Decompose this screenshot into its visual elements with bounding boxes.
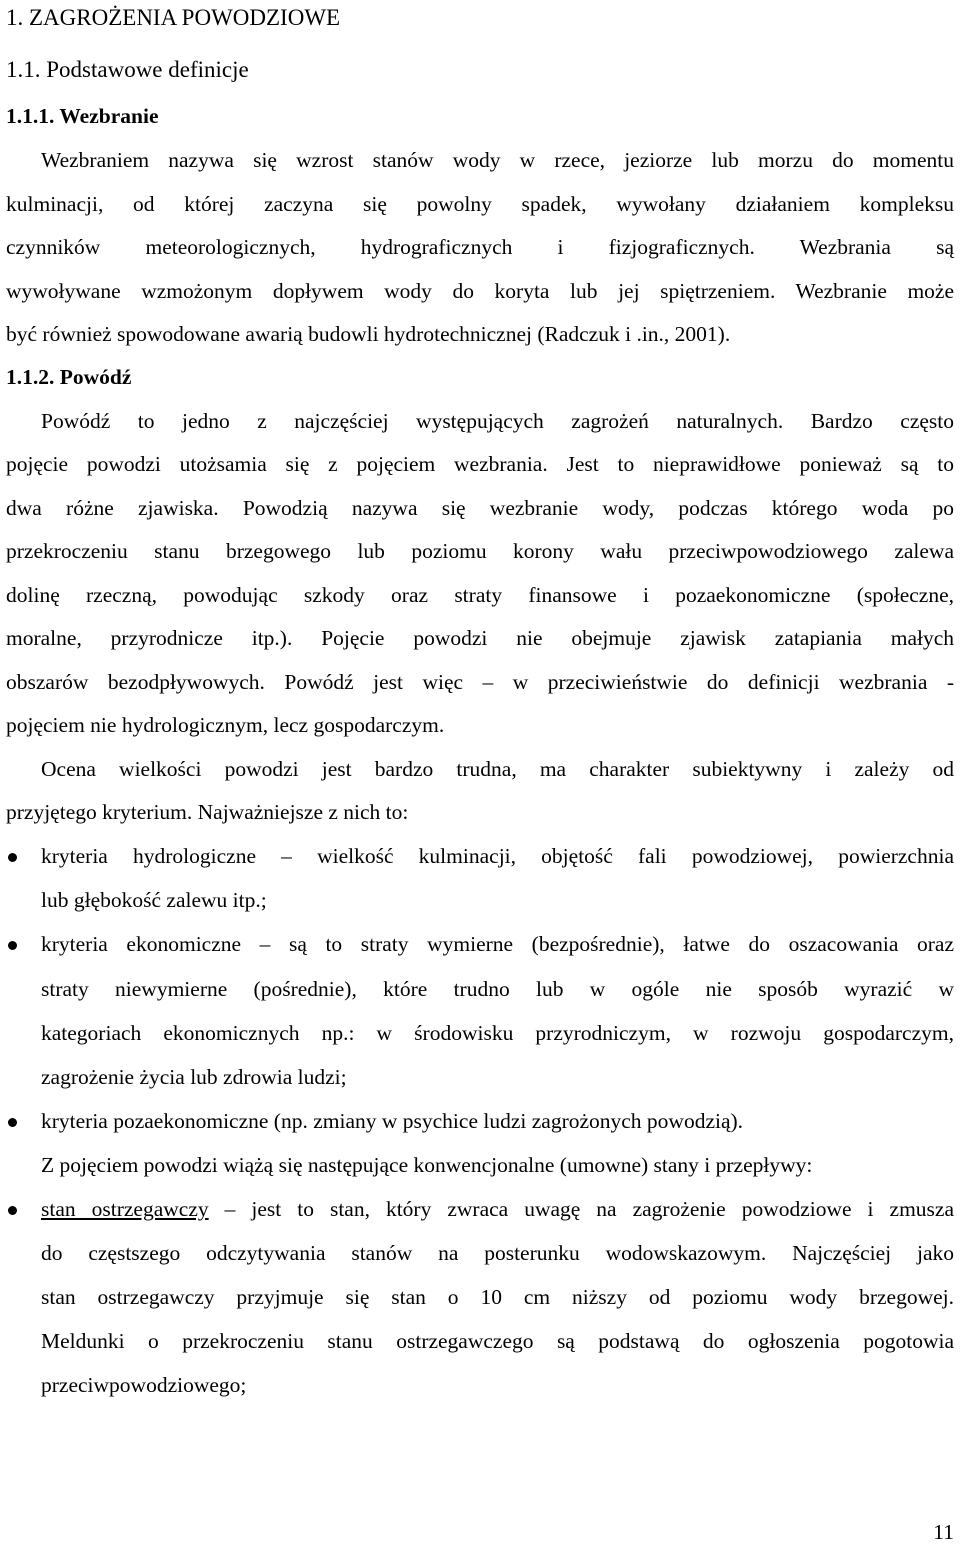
paragraph-line: pojęciem nie hydrologicznym, lecz gospodarczym. <box>6 713 445 737</box>
list-item-line: kryteria hydrologiczne – wielkość kulminacji, objętość fali powodziowej, powierzchnia <box>41 844 954 868</box>
paragraph-line: Powódź to jedno z najczęściej występujących zagrożeń naturalnych. Bardzo często <box>41 409 954 433</box>
paragraph-line: dwa różne zjawiska. Powodzią nazywa się wezbranie wody, podczas którego woda po <box>6 496 954 520</box>
list-item-line: lub głębokość zalewu itp.; <box>41 888 267 912</box>
term-stan-ostrzegawczy: stan ostrzegawczy <box>41 1197 209 1221</box>
paragraph-line: przekroczeniu stanu brzegowego lub poziomu korony wału przeciwpowodziowego zalewa <box>6 539 954 563</box>
heading-subsection-powodz: 1.1.2. Powódź <box>6 365 132 389</box>
paragraph-line: Ocena wielkości powodzi jest bardzo trudna, ma charakter subiektywny i zależy od <box>41 757 954 781</box>
list-item-line: do częstszego odczytywania stanów na posterunku wodowskazowym. Najczęściej jako <box>41 1241 954 1265</box>
bullet-icon <box>8 1118 17 1127</box>
list-item-line: kategoriach ekonomicznych np.: w środowisku przyrodniczym, w rozwoju gospodarczym, <box>41 1021 954 1045</box>
bullet-icon <box>8 1206 17 1215</box>
bullet-icon <box>8 853 17 862</box>
paragraph-line: Wezbraniem nazywa się wzrost stanów wody w rzece, jeziorze lub morzu do momentu <box>41 148 954 172</box>
paragraph-line: moralne, przyrodnicze itp.). Pojęcie powodzi nie obejmuje zjawisk zatapiania małych <box>6 626 954 650</box>
paragraph-line: być również spowodowane awarią budowli hydrotechnicznej (Radczuk i .in., 2001). <box>6 322 731 346</box>
heading-section: 1.1. Podstawowe definicje <box>6 57 249 82</box>
list-item-line: przeciwpowodziowego; <box>41 1373 247 1397</box>
list-item-line <box>41 1199 954 1221</box>
paragraph-line: Z pojęciem powodzi wiążą się następujące konwencjonalne (umowne) stany i przepływy: <box>41 1153 813 1177</box>
bullet-icon <box>8 941 17 950</box>
paragraph-line: pojęcie powodzi utożsamia się z pojęciem wezbrania. Jest to nieprawidłowe ponieważ są to <box>6 452 954 476</box>
paragraph-line: obszarów bezodpływowych. Powódź jest więc – w przeciwieństwie do definicji wezbrania - <box>6 670 954 694</box>
paragraph-line: wywoływane wzmożonym dopływem wody do koryta lub jej spiętrzeniem. Wezbranie może <box>6 279 954 303</box>
list-item-text: – jest to stan, który zwraca uwagę na zagrożenie powodziowe i zmusza <box>208 1197 954 1221</box>
heading-chapter: 1. ZAGROŻENIA POWODZIOWE <box>6 5 341 30</box>
list-item-line: stan ostrzegawczy przyjmuje się stan o 10 cm niższy od poziomu wody brzegowej. <box>41 1285 954 1309</box>
list-item-line: kryteria ekonomiczne – są to straty wymierne (bezpośrednie), łatwe do oszacowania oraz <box>41 932 954 956</box>
list-item-line: Meldunki o przekroczeniu stanu ostrzegawczego są podstawą do ogłoszenia pogotowia <box>41 1329 954 1353</box>
list-item-line: straty niewymierne (pośrednie), które trudno lub w ogóle nie sposób wyrazić w <box>41 977 954 1001</box>
page-number: 11 <box>933 1520 954 1544</box>
paragraph-line: przyjętego kryterium. Najważniejsze z nich to: <box>6 800 409 824</box>
heading-subsection-wezbranie: 1.1.1. Wezbranie <box>6 104 159 128</box>
paragraph-line: czynników meteorologicznych, hydrograficznych i fizjograficznych. Wezbrania są <box>6 235 954 259</box>
list-item-line: zagrożenie życia lub zdrowia ludzi; <box>41 1065 347 1089</box>
list-item-line: kryteria pozaekonomiczne (np. zmiany w psychice ludzi zagrożonych powodzią). <box>41 1109 744 1133</box>
paragraph-line: kulminacji, od której zaczyna się powolny spadek, wywołany działaniem kompleksu <box>6 192 954 216</box>
paragraph-line: dolinę rzeczną, powodując szkody oraz straty finansowe i pozaekonomiczne (społeczne, <box>6 583 954 607</box>
